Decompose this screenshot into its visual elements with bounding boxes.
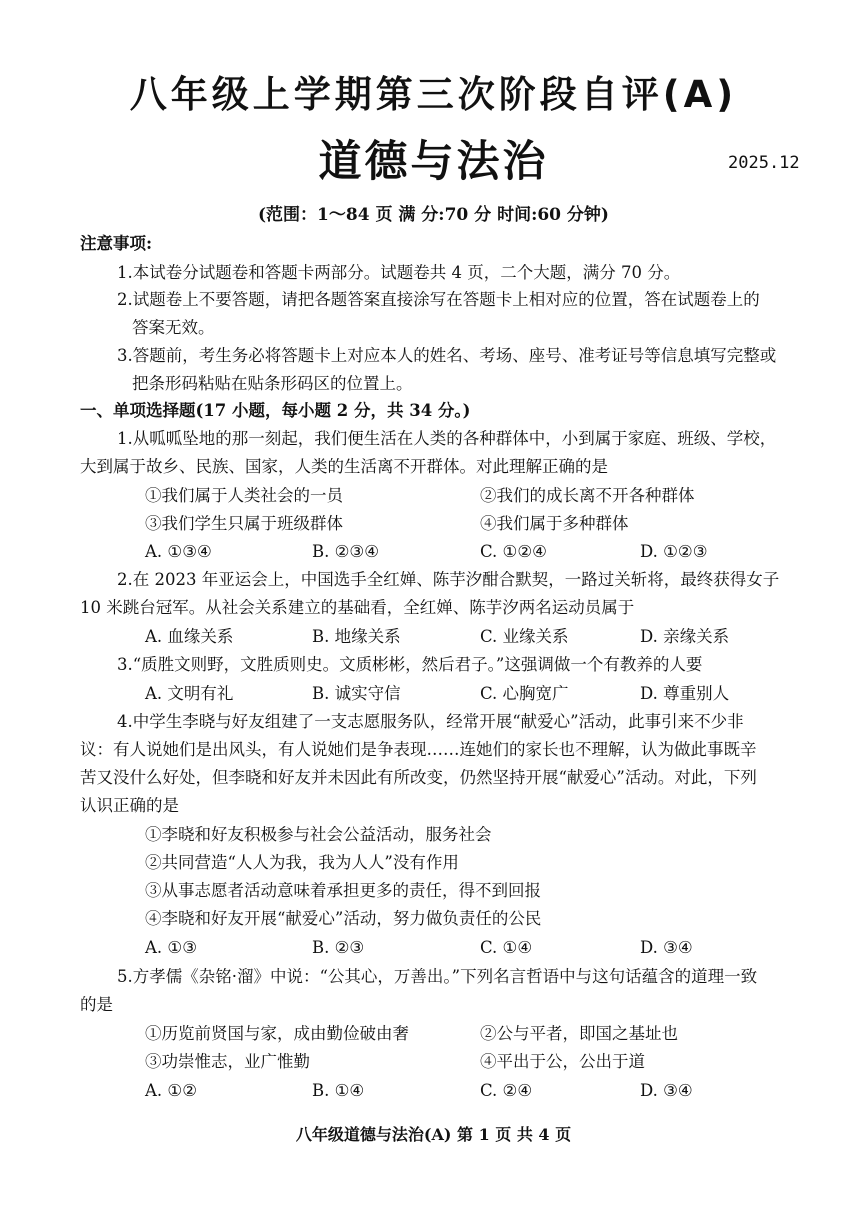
question-stem: 4.中学生李晓与好友组建了一支志愿服务队，经常开展“献爱心”活动，此事引来不少非: [117, 712, 744, 731]
question-stem: 大到属于故乡、民族、国家，人类的生活离不开群体。对此理解正确的是: [80, 457, 608, 476]
statement: ①历览前贤国与家，成由勤俭破由奢: [145, 1024, 409, 1043]
statement: ④我们属于多种群体: [480, 514, 629, 533]
option-d: D. ③④: [640, 1081, 693, 1100]
option-b: B. ②③: [312, 938, 365, 957]
statement: ②公与平者，即国之基址也: [480, 1024, 678, 1043]
question-stem: 议：有人说她们是出风头，有人说她们是争表现……连她们的家长也不理解，认为做此事既辛: [80, 740, 757, 759]
notes-heading: 注意事项:: [80, 234, 153, 253]
section-heading: 一、单项选择题(17 小题，每小题 2 分，共 34 分。): [80, 401, 471, 420]
option-c: C. ①④: [480, 938, 533, 957]
note-item: 答案无效。: [132, 318, 215, 337]
statement: ①李晓和好友积极参与社会公益活动，服务社会: [145, 825, 492, 844]
question-stem: 10 米跳台冠军。从社会关系建立的基础看，全红婵、陈芋汐两名运动员属于: [80, 598, 635, 617]
question-stem: 认识正确的是: [80, 796, 179, 815]
question-stem: 苦又没什么好处，但李晓和好友并未因此有所改变，仍然坚持开展“献爱心”活动。对此，下列: [80, 768, 757, 787]
statement: ③功崇惟志，业广惟勤: [145, 1052, 310, 1071]
statement: ④李晓和好友开展“献爱心”活动，努力做负责任的公民: [145, 909, 542, 928]
question-stem: 3.“质胜文则野，文胜质则史。文质彬彬，然后君子。”这强调做一个有教养的人要: [117, 655, 703, 674]
exam-date: 2025.12: [728, 153, 800, 173]
statement: ①我们属于人类社会的一员: [145, 486, 343, 505]
exam-range-info: (范围：1～84 页 满 分:70 分 时间:60 分钟): [258, 205, 609, 225]
note-item: 2.试题卷上不要答题，请把各题答案直接涂写在答题卡上相对应的位置，答在试题卷上的: [117, 290, 760, 309]
option-d: D. 尊重别人: [640, 684, 730, 703]
note-item: 1.本试卷分试题卷和答题卡两部分。试题卷共 4 页，二个大题，满分 70 分。: [117, 263, 681, 282]
note-item: 把条形码粘贴在贴条形码区的位置上。: [132, 374, 413, 393]
option-c: C. 心胸宽广: [480, 684, 569, 703]
option-c: C. ②④: [480, 1081, 533, 1100]
subject-title: 道德与法治: [318, 137, 549, 187]
option-d: D. ③④: [640, 938, 693, 957]
option-d: D. 亲缘关系: [640, 627, 730, 646]
option-c: C. 业缘关系: [480, 627, 569, 646]
option-a: A. ①③: [145, 938, 197, 957]
option-a: A. ①②: [145, 1081, 197, 1100]
option-a: A. 文明有礼: [145, 684, 234, 703]
question-stem: 5.方孝儒《杂铭·溜》中说：“公其心，万善出。”下列名言哲语中与这句话蕴含的道理一致: [117, 967, 758, 986]
option-c: C. ①②④: [480, 542, 547, 561]
statement: ③我们学生只属于班级群体: [145, 514, 343, 533]
statement: ④平出于公，公出于道: [480, 1052, 645, 1071]
option-b: B. 地缘关系: [312, 627, 401, 646]
option-b: B. ②③④: [312, 542, 379, 561]
option-a: A. 血缘关系: [145, 627, 234, 646]
exam-title: 八年级上学期第三次阶段自评(A): [129, 73, 738, 116]
option-a: A. ①③④: [145, 542, 212, 561]
option-d: D. ①②③: [640, 542, 708, 561]
option-b: B. ①④: [312, 1081, 365, 1100]
question-stem: 2.在 2023 年亚运会上，中国选手全红婵、陈芋汐酣合默契，一路过关斩将，最终获得女子: [117, 570, 780, 589]
question-stem: 的是: [80, 995, 113, 1014]
page-footer: 八年级道德与法治(A) 第 1 页 共 4 页: [295, 1125, 572, 1144]
option-b: B. 诚实守信: [312, 684, 401, 703]
statement: ②共同营造“人人为我，我为人人”没有作用: [145, 853, 459, 872]
statement: ③从事志愿者活动意味着承担更多的责任，得不到回报: [145, 881, 541, 900]
statement: ②我们的成长离不开各种群体: [480, 486, 695, 505]
question-stem: 1.从呱呱坠地的那一刻起，我们便生活在人类的各种群体中，小到属于家庭、班级、学校，: [117, 429, 777, 448]
note-item: 3.答题前，考生务必将答题卡上对应本人的姓名、考场、座号、准考证号等信息填写完整或: [117, 346, 777, 365]
